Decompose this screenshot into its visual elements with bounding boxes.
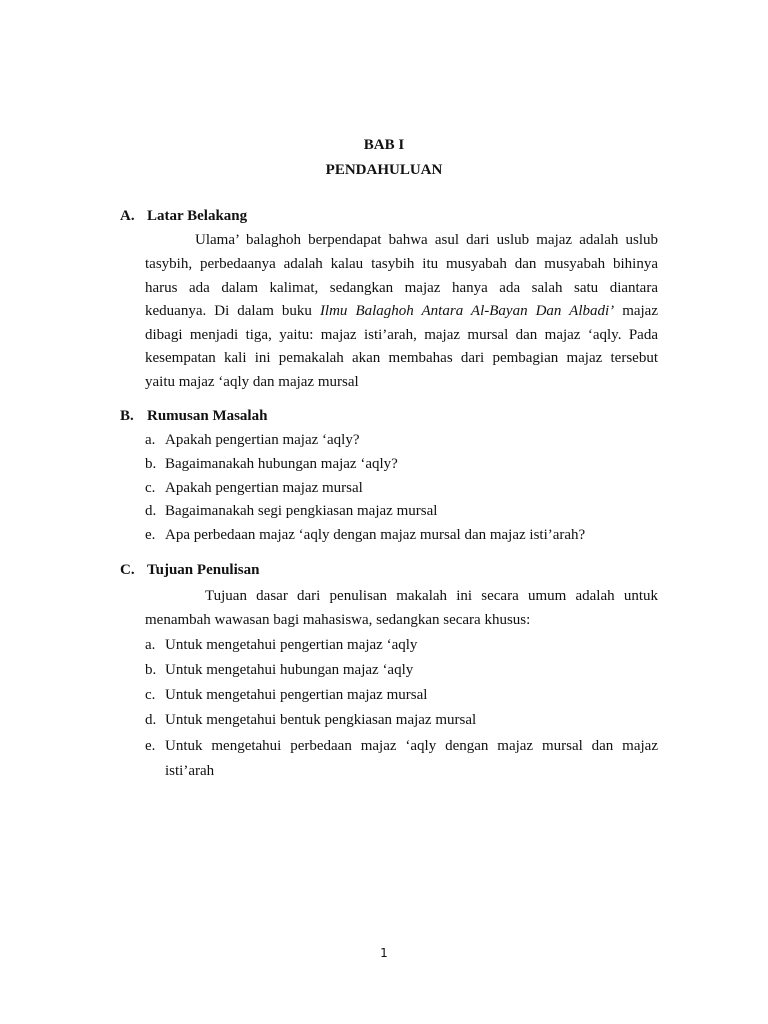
list-item: b. Untuk mengetahui hubungan majaz ‘aqly [145, 662, 414, 678]
section-c-line-1: Tujuan dasar dari penulisan makalah ini secara umum adalah untuk [205, 588, 658, 604]
chapter-number: BAB I [363, 137, 405, 153]
book-title: Ilmu Balaghoh Antara Al-Bayan Dan Albadi’ [319, 303, 615, 319]
section-b-letter: B. [120, 408, 134, 424]
list-item: e. Untuk mengetahui perbedaan majaz ‘aqly dengan majaz mursal dan majaz [145, 738, 658, 754]
list-item: d. Untuk mengetahui bentuk pengkiasan majaz mursal [145, 712, 477, 728]
section-a-line-2: tasybih, perbedaanya adalah kalau tasybih itu musyabah dan musyabah bihinya [145, 256, 658, 272]
section-a-line-6: kesempatan kali ini pemakalah akan membahas dari pembagian majaz tersebut [145, 350, 658, 366]
section-a-line-4: keduanya. Di dalam buku Ilmu Balaghoh Antara Al-Bayan Dan Albadi’ majaz [145, 303, 658, 319]
section-a-line-1: Ulama’ balaghoh berpendapat bahwa asul dari uslub majaz adalah uslub [195, 232, 658, 248]
section-c-title: Tujuan Penulisan [147, 562, 260, 578]
section-a-heading [120, 208, 247, 225]
section-c-heading [120, 562, 259, 579]
list-item: a. Apakah pengertian majaz ‘aqly? [145, 432, 360, 448]
list-item: b. Bagaimanakah hubungan majaz ‘aqly? [145, 456, 398, 472]
section-a-line-7: yaitu majaz ‘aqly dan majaz mursal [145, 374, 359, 390]
list-item: a. Untuk mengetahui pengertian majaz ‘aqly [145, 637, 418, 653]
section-c-letter: C. [120, 562, 135, 578]
list-item: e. Apa perbedaan majaz ‘aqly dengan majaz mursal dan majaz isti’arah? [145, 527, 586, 543]
list-item-continuation: isti’arah [165, 763, 215, 779]
section-a-line-5: dibagi menjadi tiga, yaitu: majaz isti’arah, majaz mursal dan majaz ‘aqly. Pada [145, 327, 658, 343]
section-b-heading [120, 408, 267, 425]
section-a-title: Latar Belakang [147, 208, 248, 224]
list-item: c. Untuk mengetahui pengertian majaz mursal [145, 687, 428, 703]
list-item: d. Bagaimanakah segi pengkiasan majaz mursal [145, 503, 438, 519]
chapter-title: PENDAHULUAN [325, 162, 443, 178]
section-a-letter: A. [120, 208, 135, 224]
section-b-title: Rumusan Masalah [147, 408, 268, 424]
page-number: 1 [380, 946, 388, 960]
list-item: c. Apakah pengertian majaz mursal [145, 480, 363, 496]
section-a-line-3: harus ada dalam kalimat, sedangkan majaz hanya ada salah satu diantara [145, 280, 658, 296]
section-c-line-2: menambah wawasan bagi mahasiswa, sedangkan secara khusus: [145, 612, 531, 628]
